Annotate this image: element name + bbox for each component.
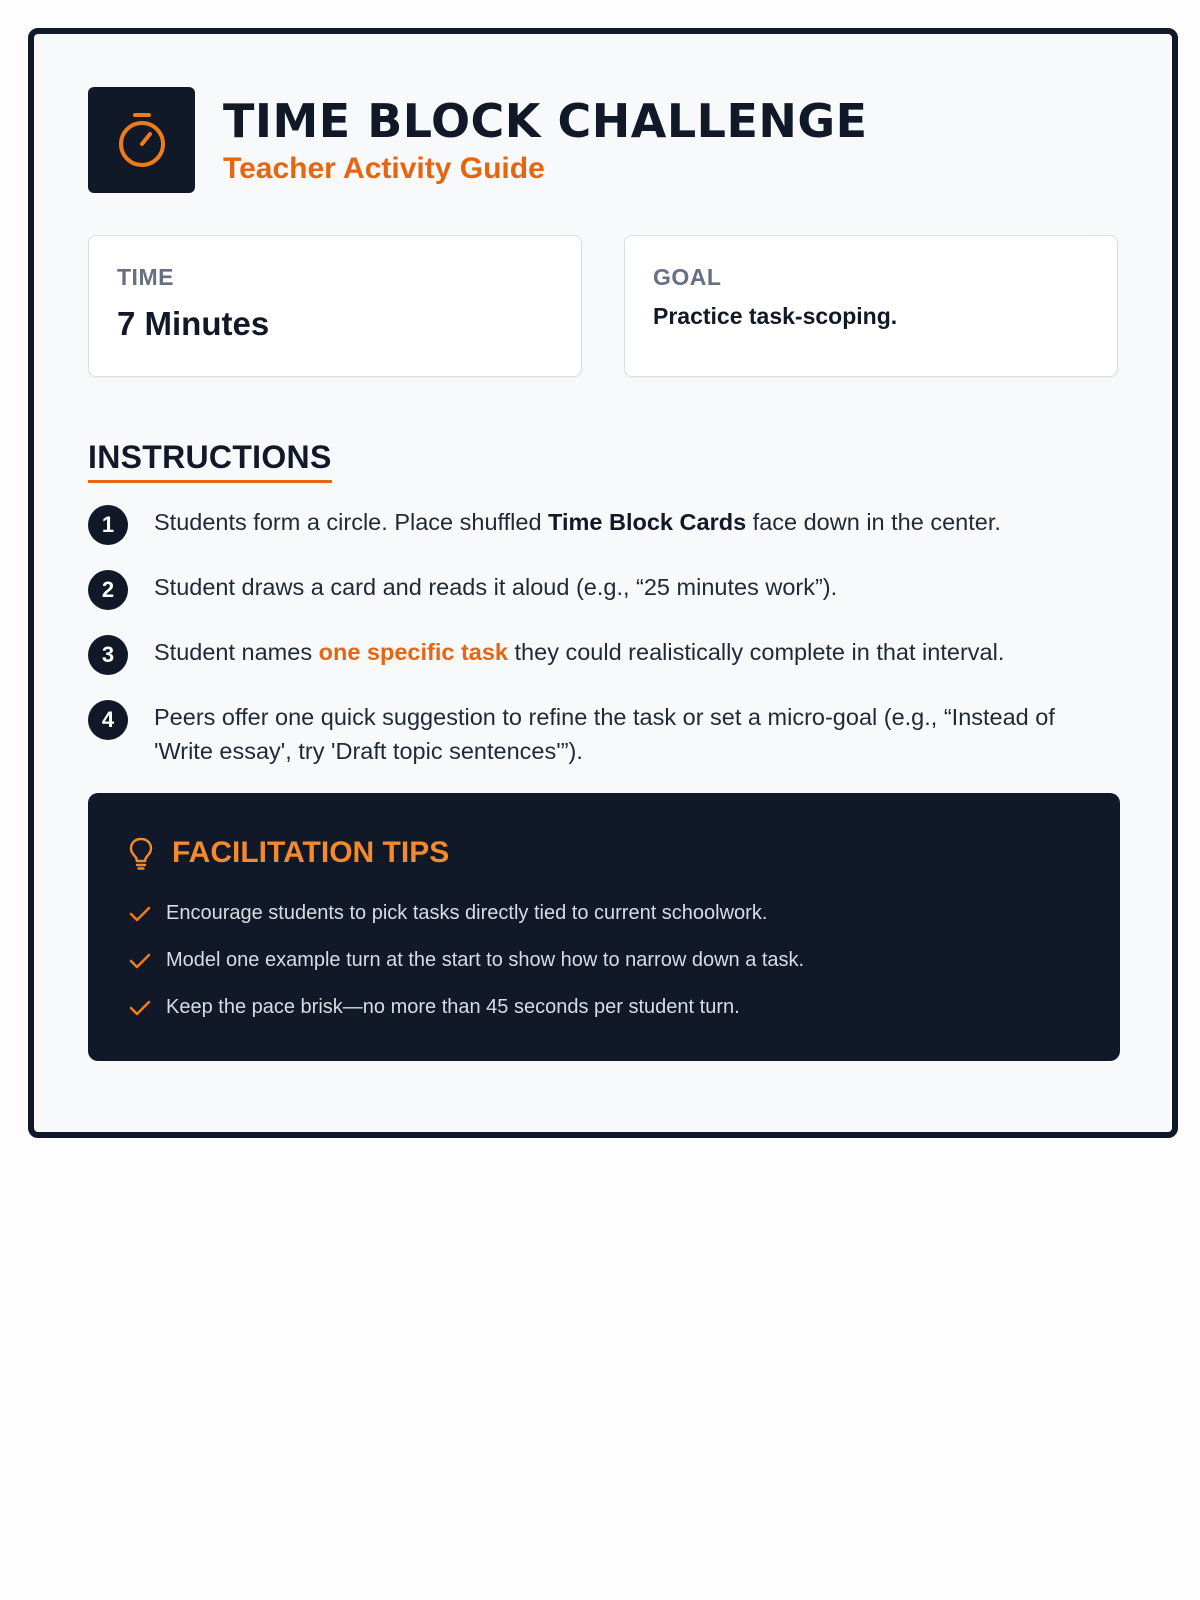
tip-text: Encourage students to pick tasks directly tied to current schoolwork. (166, 902, 768, 924)
instruction-step (88, 700, 1118, 768)
instructions-heading: INSTRUCTIONS (88, 439, 332, 483)
check-icon (128, 901, 154, 927)
instruction-step (88, 505, 1118, 545)
step-text (154, 505, 1104, 539)
tip-item (128, 937, 1080, 984)
header-titles (223, 93, 868, 187)
time-card (88, 235, 582, 377)
stats-row (88, 235, 1118, 377)
tips-heading-text: FACILITATION TIPS (172, 836, 450, 869)
step-number: 1 (88, 505, 128, 545)
time-value: 7 Minutes (117, 305, 270, 342)
stopwatch-icon (114, 110, 170, 170)
step-text (154, 635, 1104, 669)
goal-value: Practice task-scoping. (653, 303, 898, 329)
step-number: 3 (88, 635, 128, 675)
step-text-part: they could realistically complete in that interval. (508, 639, 1005, 665)
step-number: 2 (88, 570, 128, 610)
instruction-step (88, 635, 1118, 675)
step-text-part: Students form a circle. Place shuffled (154, 509, 549, 535)
check-icon (128, 995, 154, 1021)
activity-card (28, 28, 1178, 1138)
step-text-part: Student names (154, 639, 319, 665)
instructions-list (88, 505, 1118, 768)
logo (88, 87, 195, 193)
tip-text: Keep the pace brisk—no more than 45 seconds per student turn. (166, 996, 740, 1018)
step-text: Student draws a card and reads it aloud (e.g., “25 minutes work”). (154, 574, 838, 600)
card-content (88, 87, 1118, 1061)
facilitation-tips-panel (88, 793, 1120, 1061)
header (88, 87, 1118, 193)
step-highlight: Time Block Cards (548, 509, 747, 535)
page-title: TIME BLOCK CHALLENGE (223, 94, 868, 148)
goal-card (624, 235, 1118, 377)
step-text-part: face down in the center. (746, 509, 1001, 535)
tip-text: Model one example turn at the start to show how to narrow down a task. (166, 949, 805, 971)
tips-heading (128, 833, 1080, 873)
instruction-step (88, 570, 1118, 610)
tips-list (128, 890, 1080, 1031)
step-highlight: one specific task (318, 639, 508, 665)
lightbulb-icon (128, 833, 162, 873)
goal-label: GOAL (653, 264, 722, 290)
tip-item (128, 890, 1080, 937)
time-label: TIME (117, 264, 174, 290)
page-subtitle: Teacher Activity Guide (223, 152, 545, 185)
step-number: 4 (88, 700, 128, 740)
step-text: Peers offer one quick suggestion to refine the task or set a micro-goal (e.g., “Instead of 'Write essay', try 'Draft topic sentences'”). (154, 704, 1055, 764)
tip-item (128, 984, 1080, 1031)
check-icon (128, 948, 154, 974)
